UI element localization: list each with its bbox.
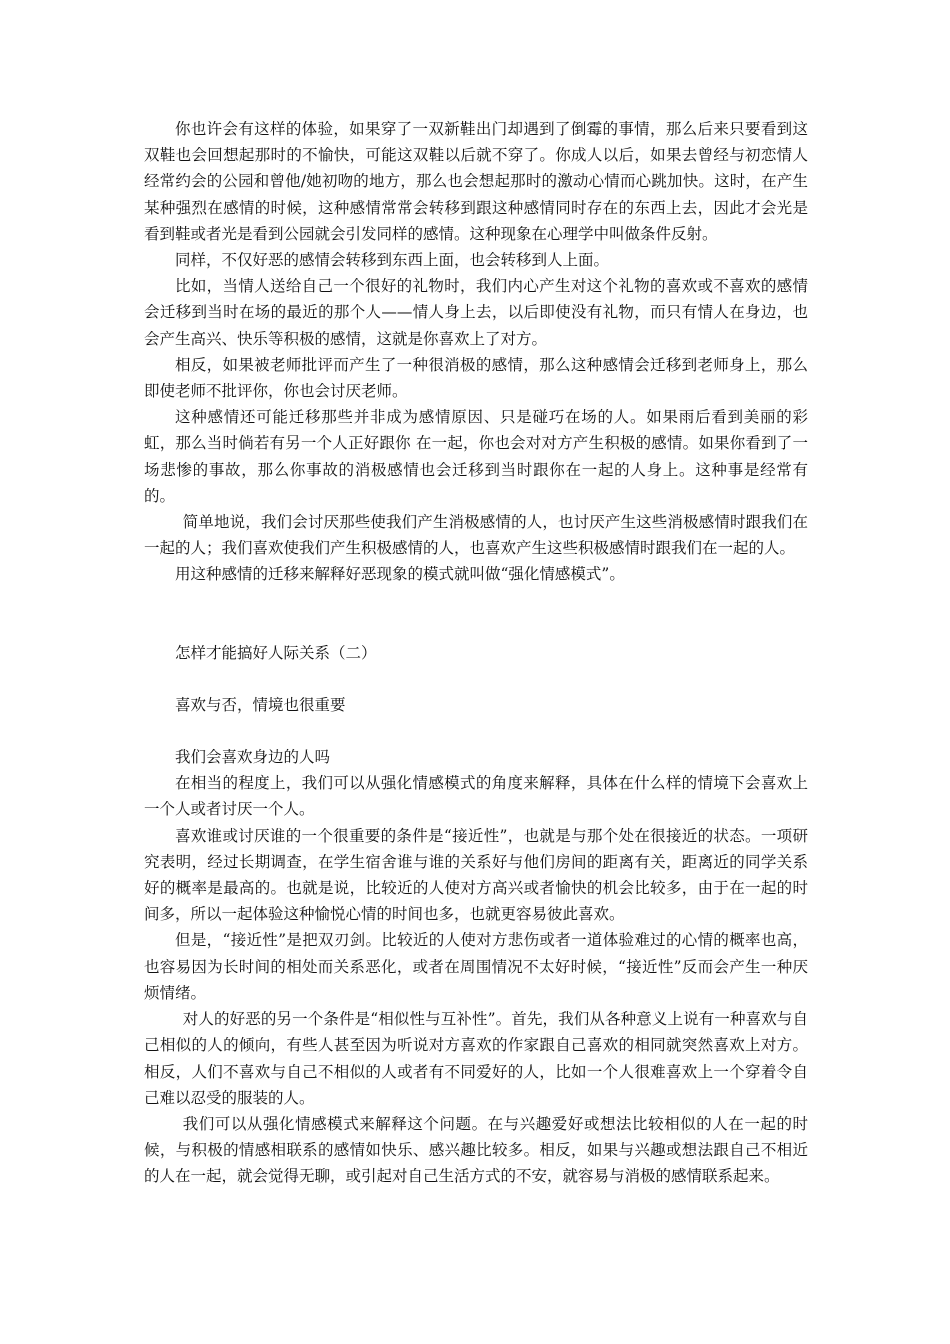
- paragraph: 喜欢谁或讨厌谁的一个很重要的条件是“接近性”，也就是与那个处在很接近的状态。一项研究表明，经过长期调查，在学生宿舍谁与谁的关系好与他们房间的距离有关，距离近的同学关系好的概率是最高的。也就是说，比较近的人使对方高兴或者愉快的机会比较多，由于在一起的时间多，所以一起体验这种愉悦心情的时间也多，也就更容易彼此喜欢。: [144, 826, 808, 924]
- paragraph: 比如，当情人送给自己一个很好的礼物时，我们内心产生对这个礼物的喜欢或不喜欢的感情会迁移到当时在场的最近的那个人——情人身上去，以后即使没有礼物，而只有情人在身边，也会产生高兴、快乐等积极的感情，这就是你喜欢上了对方。: [144, 277, 808, 348]
- section-title: 怎样才能搞好人际关系（二）: [175, 643, 377, 662]
- paragraph: 你也许会有这样的体验，如果穿了一双新鞋出门却遇到了倒霉的事情，那么后来只要看到这双鞋也会回想起那时的不愉快，可能这双鞋以后就不穿了。你成人以后，如果去曾经与初恋情人经常约会的公园和曾他/她初吻的地方，那么也会想起那时的激动心情而心跳加快。这时，在产生某种强烈在感情的时候，这种感情常常会转移到跟这种感情同时存在的东西上去，因此才会光是看到鞋或者光是看到公园就会引发同样的感情。这种现象在心理学中叫做条件反射。: [144, 120, 808, 243]
- paragraph: 对人的好恶的另一个条件是“相似性与互补性”。首先，我们从各种意义上说有一种喜欢与自己相似的人的倾向，有些人甚至因为听说对方喜欢的作家跟自己喜欢的相同就突然喜欢上对方。相反，人们不喜欢与自己不相似的人或者有不同爱好的人，比如一个人很难喜欢上一个穿着令自己难以忍受的服装的人。: [144, 1010, 808, 1107]
- document-page: [144, 116, 808, 1190]
- spacer: [144, 718, 808, 744]
- question-heading: 我们会喜欢身边的人吗: [175, 748, 331, 767]
- paragraph: 但是，“接近性”是把双刃剑。比较近的人使对方悲伤或者一道体验难过的心情的概率也高，也容易因为长时间的相处而关系恶化，或者在周围情况不太好时候，“接近性”反而会产生一种厌烦情绪。: [144, 931, 808, 1002]
- paragraph: 用这种感情的迁移来解释好恶现象的模式就叫做“强化情感模式”。: [175, 565, 625, 584]
- paragraph: 我们可以从强化情感模式来解释这个问题。在与兴趣爱好或想法比较相似的人在一起的时候，与积极的情感相联系的感情如快乐、感兴趣比较多。相反，如果与兴趣或想法跟自己不相近的人在一起，就会觉得无聊，或引起对自己生活方式的不安，就容易与消极的感情联系起来。: [144, 1114, 808, 1186]
- spacer: [144, 666, 808, 692]
- paragraph: 相反，如果被老师批评而产生了一种很消极的感情，那么这种感情会迁移到老师身上，那么即使老师不批评你，你也会讨厌老师。: [144, 355, 808, 401]
- paragraph: 同样，不仅好恶的感情会转移到东西上面，也会转移到人上面。: [175, 251, 610, 270]
- section-subtitle: 喜欢与否，情境也很重要: [175, 695, 346, 714]
- paragraph: 简单地说，我们会讨厌那些使我们产生消极感情的人，也讨厌产生这些消极感情时跟我们在一起的人；我们喜欢使我们产生积极感情的人，也喜欢产生这些积极感情时跟我们在一起的人。: [144, 513, 808, 558]
- paragraph: 这种感情还可能迁移那些并非成为感情原因、只是碰巧在场的人。如果雨后看到美丽的彩虹，那么当时倘若有另一个人正好跟你 在一起，你也会对对方产生积极的感情。如果你看到了一场悲惨的事故，那么你事故的消极感情也会迁移到当时跟你在一起的人身上。这种事是经常有的。: [144, 408, 808, 505]
- paragraph: 在相当的程度上，我们可以从强化情感模式的角度来解释，具体在什么样的情境下会喜欢上一个人或者讨厌一个人。: [144, 774, 808, 819]
- spacer: [144, 588, 808, 640]
